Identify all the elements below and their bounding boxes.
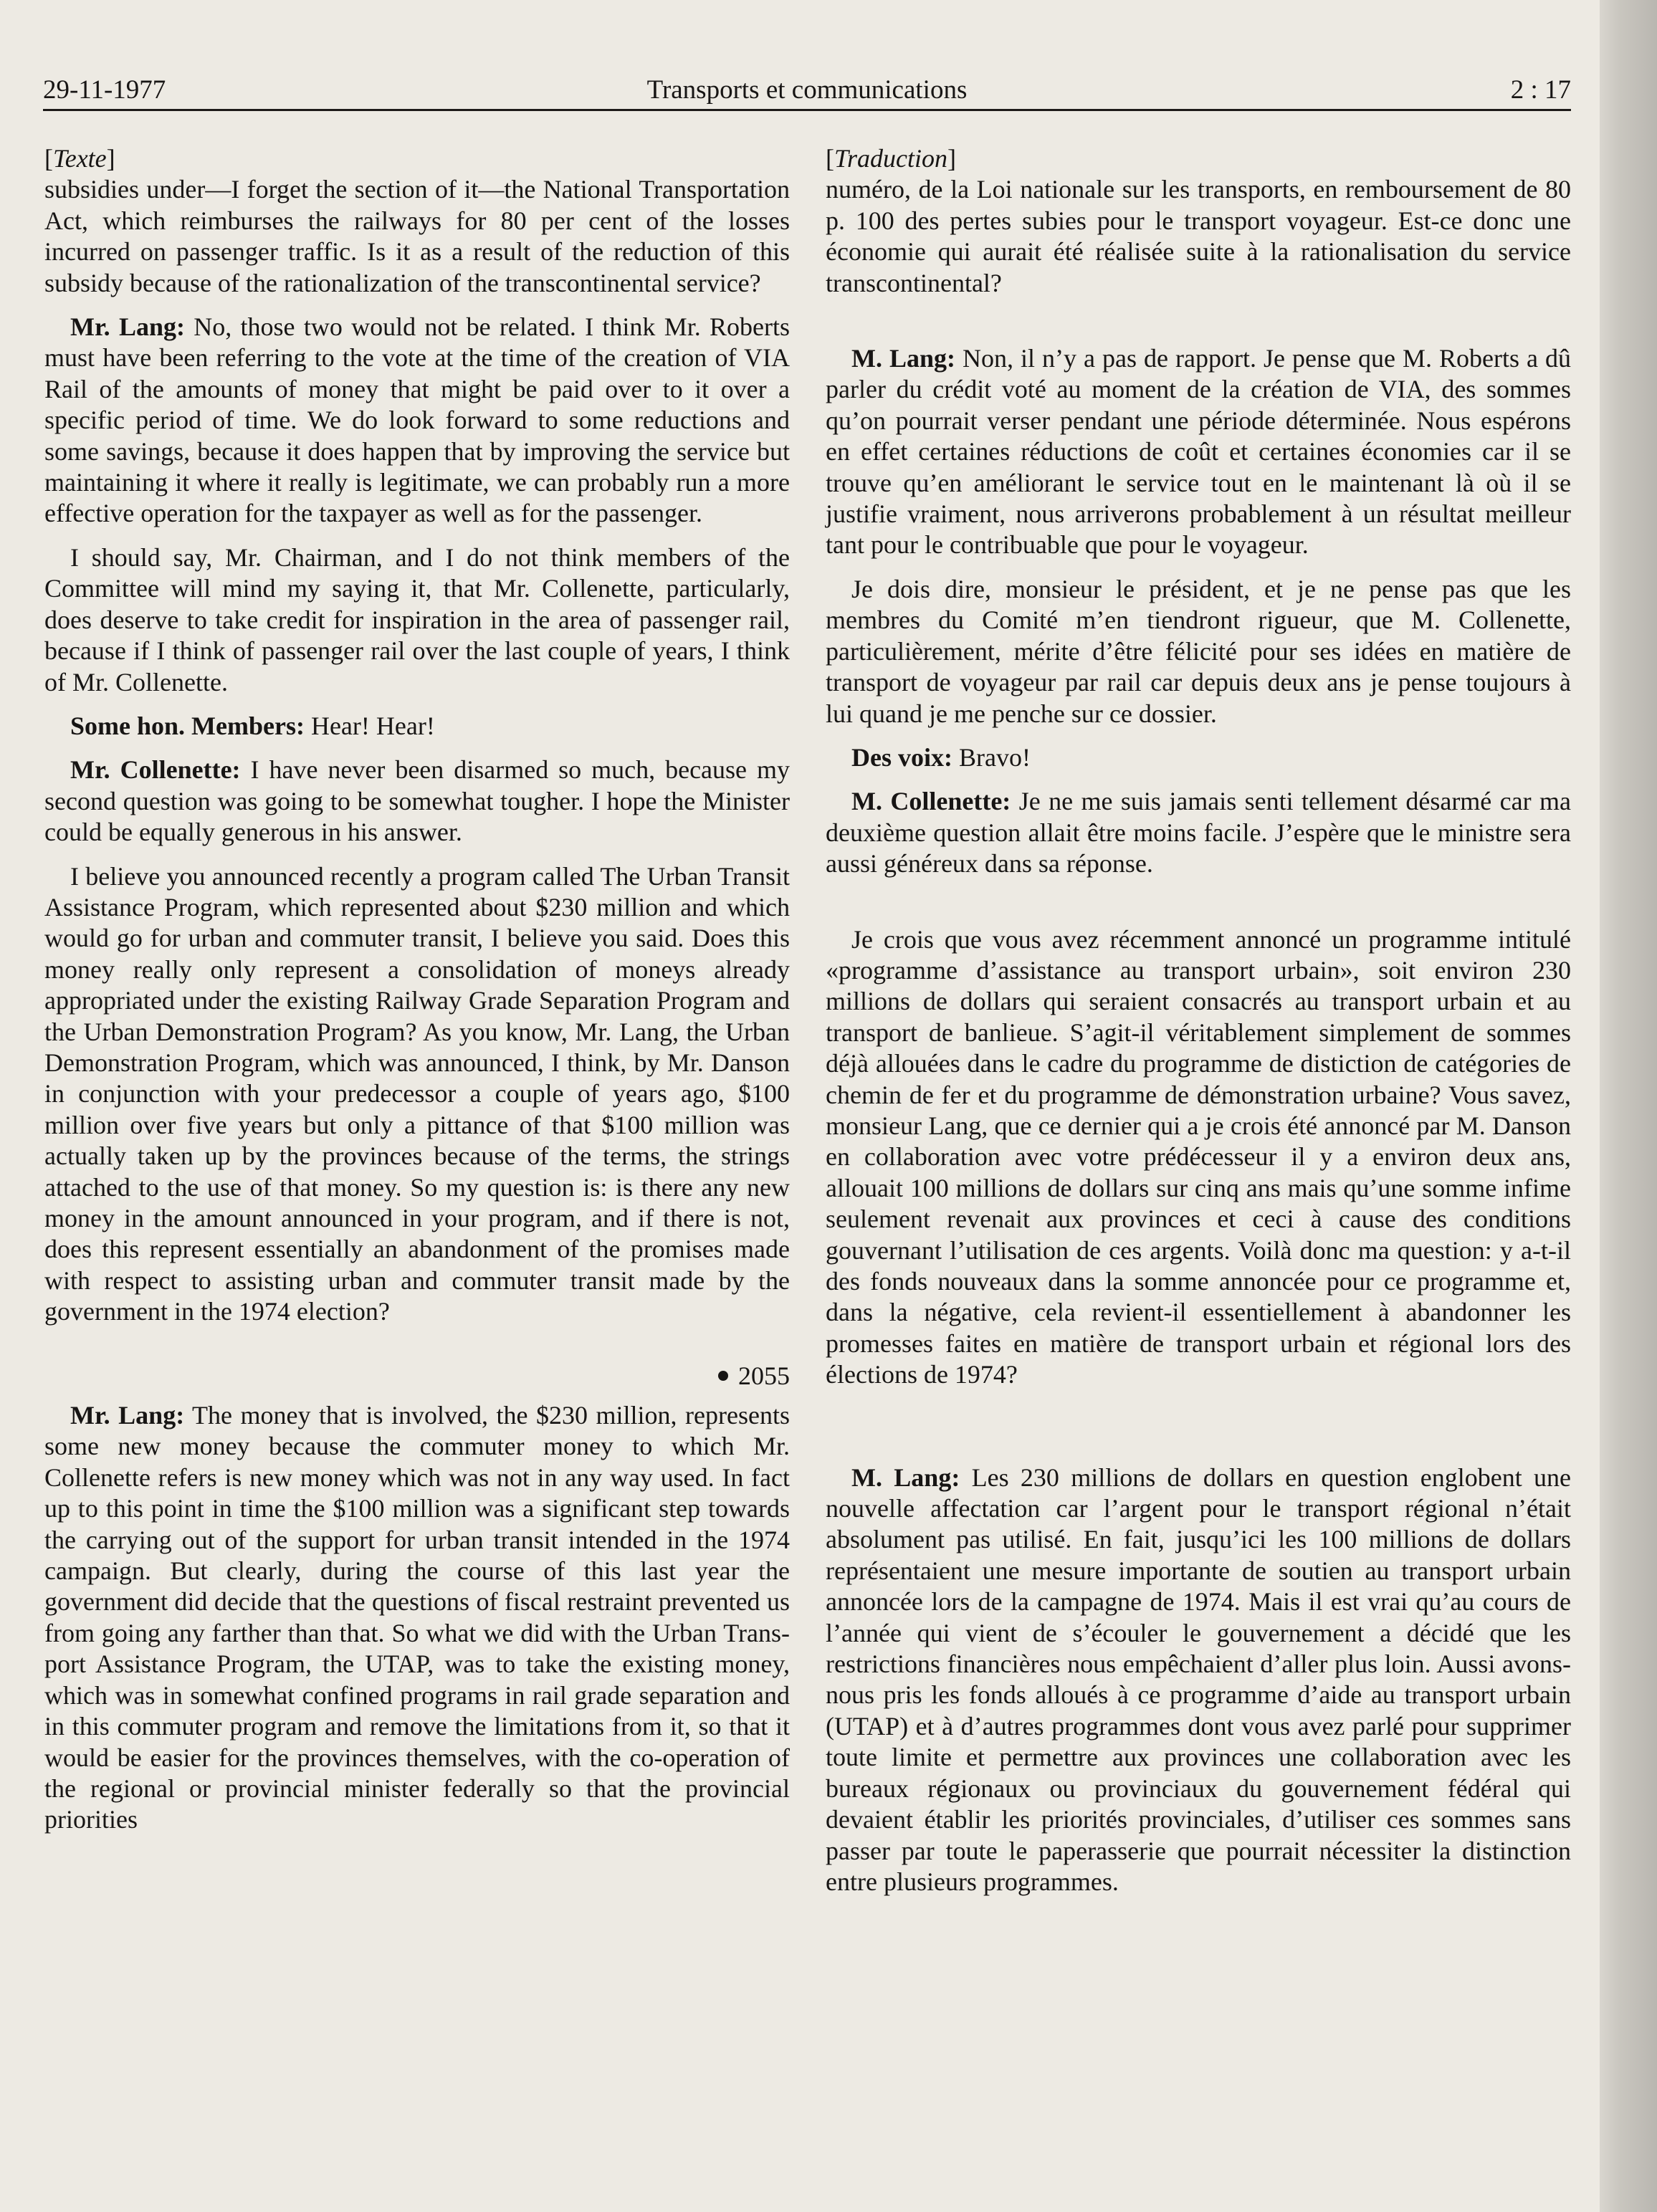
french-column — [826, 143, 1571, 1897]
paragraph: Mr. Lang: No, those two would not be related. I think Mr. Roberts must have been referring to the vote at the time of the creation of VIA Rail of the amounts of money that might be paid over to it over a specific period of time. We do look forward to some reductions and some savings, because it does happen that by improving the service but maintaining it where it really is legitimate, we can probably run a more effective operation for the taxpayer as well as for the passenger. — [44, 312, 790, 528]
paragraph: Mr. Collenette: I have never been disarmed so much, because my second question was going to be somewhat tougher. I hope the Minister could be equally generous in his answer. — [44, 755, 790, 847]
speaker-name: M. Collenette: — [851, 787, 1011, 816]
paragraph: Je crois que vous avez récemment annoncé un programme intitulé «programme d’assistance au transport urbain», soit environ 230 millions de dollars qui seraient consacrés au transport urbain et au transport de banlieue. S’agit-il véritablement simplement de sommes déjà allouées dans le cadre du programme de distiction de catégories de chemin de fer et du programme de démonstration urbaine? Vous savez, monsieur Lang, que ce dernier qui a je crois été annoncé par M. Danson en collaboration avec votre prédécesseur il y a environ deux ans, allouait 100 millions de dollars sur cinq ans mais qu’une somme infime seulement revenait aux provinces et ceci à cause des conditions gouvernant l’utilisation de ces argents. Voilà donc ma question: y a-t-il des fonds nouveaux dans la somme annoncée pour ce programme et, dans la négative, cela revient-il essentiellement à abandonner les promesses faites en matière de transport urbain et régional lors des élections de 1974? — [826, 924, 1571, 1389]
page-edge-shadow — [1600, 0, 1657, 2212]
speaker-name: Mr. Collenette: — [70, 755, 241, 785]
header-date: 29-11-1977 — [43, 75, 166, 105]
paragraph: I should say, Mr. Chairman, and I do not think members of the Committee will mind my saying it, that Mr. Collenette, particularly, does deserve to take credit for inspiration in the area of passenger rail, because if I think of passenger rail over the last couple of years, I think of Mr. Collenette. — [44, 542, 790, 696]
speaker-name: Some hon. Members: — [70, 711, 305, 740]
speaker-name: M. Lang: — [851, 1462, 960, 1492]
paragraph: Je dois dire, monsieur le président, et je ne pense pas que les membres du Comité m’en tiendront rigueur, que M. Collenette, particulièrement, mérite d’être félicité pour ses idées en matière de transport de voyageur par rail car depuis deux ans je pense toujours à lui quand je me penche sur ce dossier. — [826, 574, 1571, 728]
paragraph: Some hon. Members: Hear! Hear! — [70, 711, 435, 740]
paragraph: numéro, de la Loi nationale sur les transports, en remboursement de 80 p. 100 des pertes subies pour le transport voyageur. Est-ce donc une économie qui aurait été réalisée suite à la rationalisation du service transcontinental? — [826, 175, 1571, 297]
english-column — [44, 143, 790, 1836]
speaker-name: Mr. Lang: — [70, 312, 185, 342]
paragraph: M. Lang: Non, il n’y a pas de rapport. Je pense que M. Roberts a dû parler du crédit voté au moment de la création de VIA, des sommes qu’on pourrait verser pendant une période déterminée. Nous espérons en effet certaines réductions de coût et certaines économies car il se trouve qu’en améliorant le service tout en le maintenant là où il se justifie vraiment, nous arriverons probablement à un résultat meilleur tant pour le contribuable que pour le voyageur. — [826, 344, 1571, 560]
header-title: Transports et communications — [646, 75, 968, 105]
paragraph: M. Collenette: Je ne me suis jamais senti tellement désarmé car ma deuxième question allait être moins facile. J’espère que le ministre sera aussi généreux dans sa réponse. — [826, 787, 1572, 878]
paragraph: subsidies under—I forget the section of it—the National Transportation Act, which reimburses the railways for 80 per cent of the losses incurred on passenger traffic. Is it as a result of the reduction of this subsidy because of the rationalization of the transcontinental service? — [44, 175, 790, 297]
paragraph: I believe you announced recently a program called The Urban Transit Assistance Program, which represented about $230 million and which would go for urban and commuter transit, I believe you said. Does this money really only represent a consolidation of moneys already appropriated under the existing Railway Grade Separation Program and the Urban Demonstration Program? As you know, Mr. Lang, the Urban Demonstration Program, which was announced, I think, by Mr. Danson in conjunction with your predecessor a couple of years ago, $100 million over five years but only a pittance of that $100 million was actually taken up by the provinces because of the terms, the strings attached to the use of that money. So my question is: is there any new money in the amount announced in your program, and if there is not, does this represent essentially an abandonment of the promises made with respect to assisting urban and commuter transit made by the government in the 1974 election? — [44, 861, 790, 1326]
running-header — [43, 72, 1571, 109]
speaker-name: Des voix: — [851, 742, 952, 772]
speaker-name: M. Lang: — [851, 344, 956, 373]
section-tag: [Texte] — [44, 144, 115, 173]
header-rule — [43, 109, 1571, 111]
time-marker: 2055 — [44, 1361, 790, 1392]
paragraph: Mr. Lang: The money that is involved, the $230 million, represents some new money because the commuter money to which Mr. Collenette refers is new money which was not in any way used. In fact up to this point in time the $100 million was a significant step towards the carrying out of the support for urban transit intended in the 1974 campaign. But clearly, during the course of this last year the government did decide that the questions of fiscal restraint prevented us from going any farther than that. So what we did with the Urban Transport Assistance Program, the UTAP, was to take the existing money, which was in somewhat confined programs in rail grade separation and in this commuter program and remove the limitations from it, so that it would be easier for the provinces themselves, with the co-operation of the regional or provincial minister federally so that the provincial priorities — [44, 1401, 790, 1834]
speaker-name: Mr. Lang: — [70, 1401, 185, 1430]
paragraph: Des voix: Bravo! — [851, 742, 1031, 772]
header-page-number: 2 : 17 — [1510, 75, 1571, 105]
bullet-icon — [718, 1371, 728, 1381]
paragraph: M. Lang: Les 230 millions de dollars en question englobent une nouvelle affectation car l’argent pour le transport régional n’était absolument pas utilisé. En fait, jusqu’ici les 100 millions de dollars représentaient une mesure importante de soutien au transport urbain annoncée lors de la campagne de 1974. Mais il est vrai qu’au cours de l’année qui vient de s’écouler le gouvernement a décidé que les restrictions financières nous empêchaient d’aller plus loin. Aussi avons-nous pris les fonds alloués à ce programme d’aide au transport urbain (UTAP) et à d’autres programmes dont vous avez parlé pour supprimer toute limite et permettre aux provinces une collaboration avec les bureaux régionaux ou provinciaux du gouvernement fédéral qui devaient établir les priorités provinciales, d’utiliser ces sommes sans passer par toute le paperasserie que pourrait nécessiter la distinction entre plusieurs programmes. — [826, 1462, 1571, 1896]
section-tag: [Traduction] — [826, 144, 957, 173]
